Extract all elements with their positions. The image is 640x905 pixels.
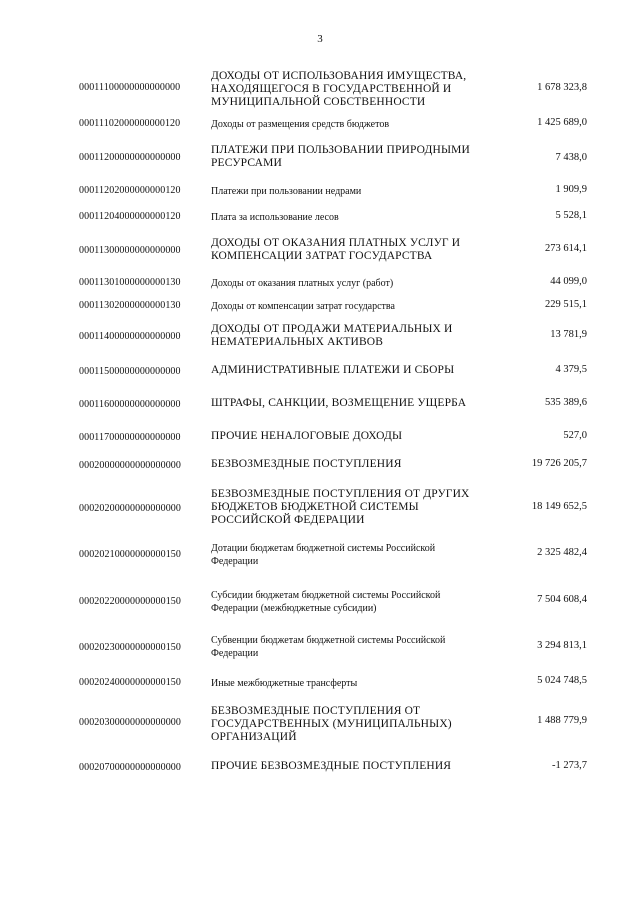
row-code: 00011301000000000130 [79, 277, 181, 288]
row-amount: 535 389,6 [545, 397, 587, 408]
row-amount: 1 488 779,9 [537, 715, 587, 726]
row-code: 00011202000000000120 [79, 185, 181, 196]
row-amount: 1 909,9 [555, 184, 587, 195]
row-name: Иные межбюджетные трансферты [211, 678, 358, 689]
row-amount: 7 504 608,4 [537, 594, 587, 605]
row-code: 00011600000000000000 [79, 399, 181, 410]
row-code: 00011100000000000000 [79, 82, 181, 93]
row-code: 00020240000000000150 [79, 677, 181, 688]
row-amount: 19 726 205,7 [531, 458, 587, 469]
row-name: БЕЗВОЗМЕЗДНЫЕ ПОСТУПЛЕНИЯ ОТ ДРУГИХ БЮДЖЕТОВ БЮДЖЕТНОЙ СИСТЕМЫ РОССИЙСКОЙ ФЕДЕРАЦИИ [211, 488, 470, 526]
row-amount: 527,0 [563, 430, 587, 441]
row-amount: -1 273,7 [552, 760, 587, 771]
row-amount: 7 438,0 [555, 152, 587, 163]
row-code: 00011400000000000000 [79, 331, 181, 342]
row-name: Доходы от размещения средств бюджетов [211, 119, 390, 130]
row-amount: 273 614,1 [545, 243, 587, 254]
row-amount: 1 678 323,8 [537, 82, 587, 93]
row-amount: 4 379,5 [555, 364, 587, 375]
row-code: 00020700000000000000 [79, 762, 181, 773]
row-name: Субвенции бюджетам бюджетной системы Российской Федерации [211, 635, 446, 659]
row-amount: 229 515,1 [545, 299, 587, 310]
row-amount: 44 099,0 [550, 276, 587, 287]
row-code: 00020200000000000000 [79, 503, 181, 514]
row-name: Дотации бюджетам бюджетной системы Российской Федерации [211, 543, 436, 567]
row-name: ДОХОДЫ ОТ ОКАЗАНИЯ ПЛАТНЫХ УСЛУГ И КОМПЕНСАЦИИ ЗАТРАТ ГОСУДАРСТВА [211, 237, 461, 262]
row-name: Субсидии бюджетам бюджетной системы Российской Федерации (межбюджетные субсидии) [211, 590, 441, 614]
row-code: 00011300000000000000 [79, 245, 181, 256]
row-code: 00011302000000000130 [79, 300, 181, 311]
row-name: Плата за использование лесов [211, 212, 339, 223]
row-code: 00011204000000000120 [79, 211, 181, 222]
row-name: БЕЗВОЗМЕЗДНЫЕ ПОСТУПЛЕНИЯ ОТ ГОСУДАРСТВЕННЫХ (МУНИЦИПАЛЬНЫХ) ОРГАНИЗАЦИЙ [211, 705, 452, 743]
row-name: ПРОЧИЕ БЕЗВОЗМЕЗДНЫЕ ПОСТУПЛЕНИЯ [211, 760, 452, 772]
row-name: Доходы от оказания платных услуг (работ) [211, 278, 394, 289]
page-number: 3 [317, 33, 323, 45]
row-code: 00020000000000000000 [79, 460, 181, 471]
row-name: БЕЗВОЗМЕЗДНЫЕ ПОСТУПЛЕНИЯ [211, 458, 402, 470]
row-code: 00011200000000000000 [79, 152, 181, 163]
row-code: 00020230000000000150 [79, 642, 181, 653]
row-name: ДОХОДЫ ОТ ИСПОЛЬЗОВАНИЯ ИМУЩЕСТВА, НАХОДЯЩЕГОСЯ В ГОСУДАРСТВЕННОЙ И МУНИЦИПАЛЬНОЙ СОБСТВЕННОСТИ [211, 70, 467, 108]
row-name: ПРОЧИЕ НЕНАЛОГОВЫЕ ДОХОДЫ [211, 430, 403, 442]
row-code: 00020300000000000000 [79, 717, 181, 728]
row-name: Платежи при пользовании недрами [211, 186, 362, 197]
row-code: 00011102000000000120 [79, 118, 181, 129]
row-amount: 2 325 482,4 [537, 547, 587, 558]
row-amount: 1 425 689,0 [537, 117, 587, 128]
row-name: АДМИНИСТРАТИВНЫЕ ПЛАТЕЖИ И СБОРЫ [211, 364, 455, 376]
row-amount: 18 149 652,5 [531, 501, 587, 512]
row-code: 00020210000000000150 [79, 549, 181, 560]
row-amount: 13 781,9 [550, 329, 587, 340]
row-name: ШТРАФЫ, САНКЦИИ, ВОЗМЕЩЕНИЕ УЩЕРБА [211, 397, 467, 409]
row-code: 00011700000000000000 [79, 432, 181, 443]
row-name: ДОХОДЫ ОТ ПРОДАЖИ МАТЕРИАЛЬНЫХ И НЕМАТЕРИАЛЬНЫХ АКТИВОВ [211, 323, 453, 348]
row-name: Доходы от компенсации затрат государства [211, 301, 395, 312]
row-amount: 5 528,1 [555, 210, 587, 221]
row-amount: 3 294 813,1 [537, 640, 587, 651]
row-amount: 5 024 748,5 [537, 675, 587, 686]
row-name: ПЛАТЕЖИ ПРИ ПОЛЬЗОВАНИИ ПРИРОДНЫМИ РЕСУРСАМИ [211, 144, 471, 169]
row-code: 00011500000000000000 [79, 366, 181, 377]
row-code: 00020220000000000150 [79, 596, 181, 607]
